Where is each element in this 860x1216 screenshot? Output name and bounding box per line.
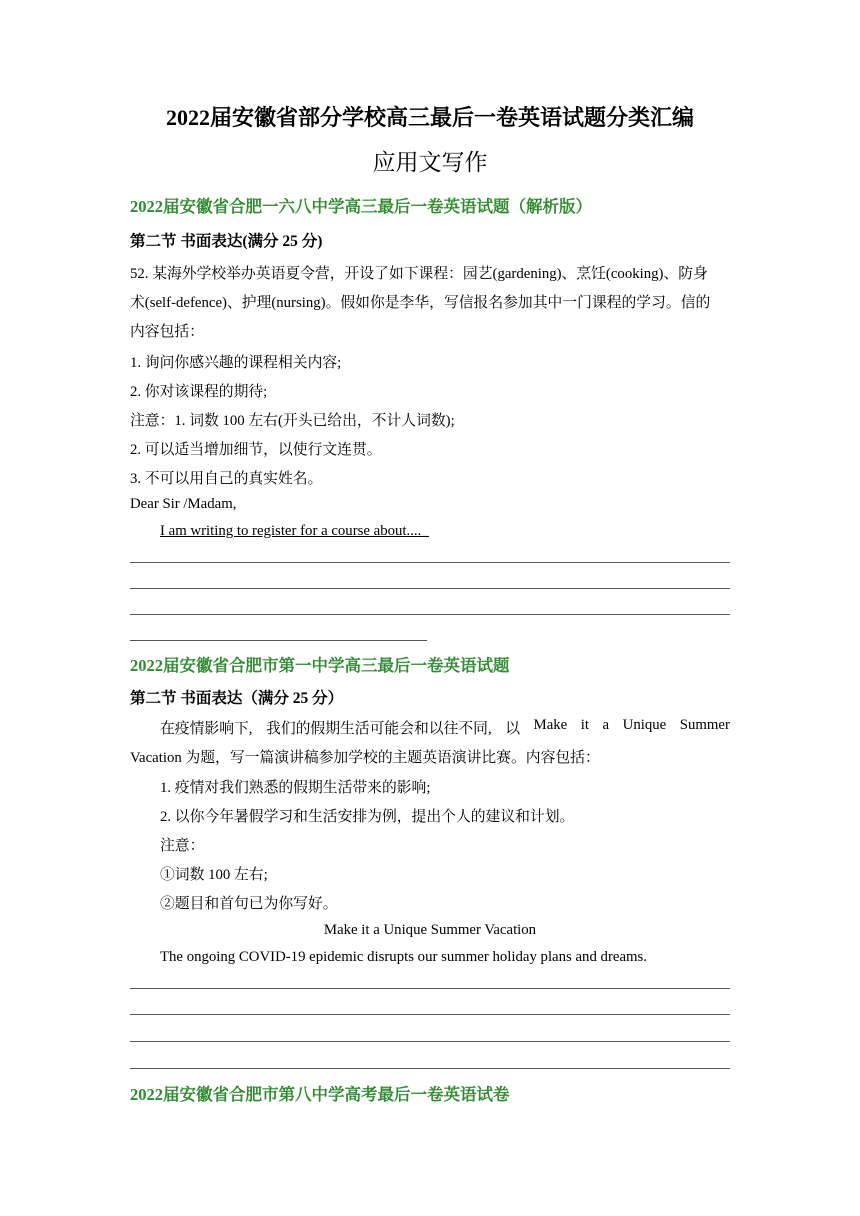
section2-note1: ①词数 100 左右;	[160, 867, 268, 883]
section1-prompt-line3: 内容包括：	[130, 324, 204, 340]
section2-note2: ②题目和首句已为你写好。	[160, 896, 338, 912]
section2-item1: 1. 疫情对我们熟悉的假期生活带来的影响;	[160, 780, 431, 796]
prompt-word: it	[580, 717, 590, 733]
prompt-word: Unique	[622, 717, 667, 733]
section2-source: 2022届安徽省合肥市第一中学高三最后一卷英语试题	[130, 656, 510, 675]
section3-source: 2022届安徽省合肥市第八中学高考最后一卷英语试卷	[130, 1085, 510, 1104]
prompt-word: Summer	[679, 717, 730, 733]
section2-prompt-line1	[160, 717, 730, 738]
section1-source: 2022届安徽省合肥一六八中学高三最后一卷英语试题（解析版）	[130, 197, 592, 216]
prompt-word: 我们的假期生活可能会和以往不同,	[266, 721, 492, 737]
section1-prompt-line1: 52. 某海外学校举办英语夏令营，开设了如下课程：园艺(gardening)、烹饪(cooking)、防身	[130, 266, 708, 282]
prompt-word: 以	[505, 721, 521, 737]
answer-line	[130, 1041, 730, 1042]
prompt-word: a	[602, 717, 610, 733]
answer-line	[130, 588, 730, 589]
section2-heading: 第二节 书面表达（满分 25 分）	[130, 690, 344, 707]
section1-prompt-line2: 术(self-defence)、护理(nursing)。假如你是李华，写信报名参加其中一门课程的学习。信的	[130, 295, 711, 311]
section2-note-label: 注意：	[160, 838, 205, 854]
prompt-word: Make	[533, 717, 568, 733]
section1-item2: 2. 你对该课程的期待;	[130, 384, 268, 400]
essay-title: Make it a Unique Summer Vacation	[323, 922, 537, 938]
answer-line	[130, 988, 730, 989]
answer-line	[130, 1068, 730, 1069]
section1-opening-text: I am writing to register for a course about....	[160, 523, 422, 539]
section1-note1: 注意：1. 词数 100 左右(开头已给出，不计人词数);	[130, 413, 455, 429]
prompt-word: 在疫情影响下,	[160, 721, 253, 737]
document-subtitle: 应用文写作	[372, 150, 488, 175]
answer-line	[130, 1014, 730, 1015]
section2-item2: 2. 以你今年暑假学习和生活安排为例，提出个人的建议和计划。	[160, 809, 575, 825]
section1-item1: 1. 询问你感兴趣的课程相关内容;	[130, 355, 342, 371]
section1-greeting: Dear Sir /Madam,	[130, 496, 237, 512]
answer-line	[130, 614, 730, 615]
section1-note3: 3. 不可以用自己的真实姓名。	[130, 471, 323, 487]
section1-opening	[160, 523, 429, 540]
section1-note2: 2. 可以适当增加细节，以使行文连贯。	[130, 442, 382, 458]
answer-line	[130, 640, 427, 641]
section2-prompt-line2: Vacation 为题，写一篇演讲稿参加学校的主题英语演讲比赛。内容包括：	[130, 750, 600, 766]
answer-line	[130, 562, 730, 563]
document-title: 2022届安徽省部分学校高三最后一卷英语试题分类汇编	[165, 105, 694, 130]
essay-first-sentence: The ongoing COVID-19 epidemic disrupts our summer holiday plans and dreams.	[160, 949, 647, 965]
section1-opening-trail: _	[421, 523, 429, 539]
section1-heading: 第二节 书面表达(满分 25 分)	[130, 233, 323, 250]
